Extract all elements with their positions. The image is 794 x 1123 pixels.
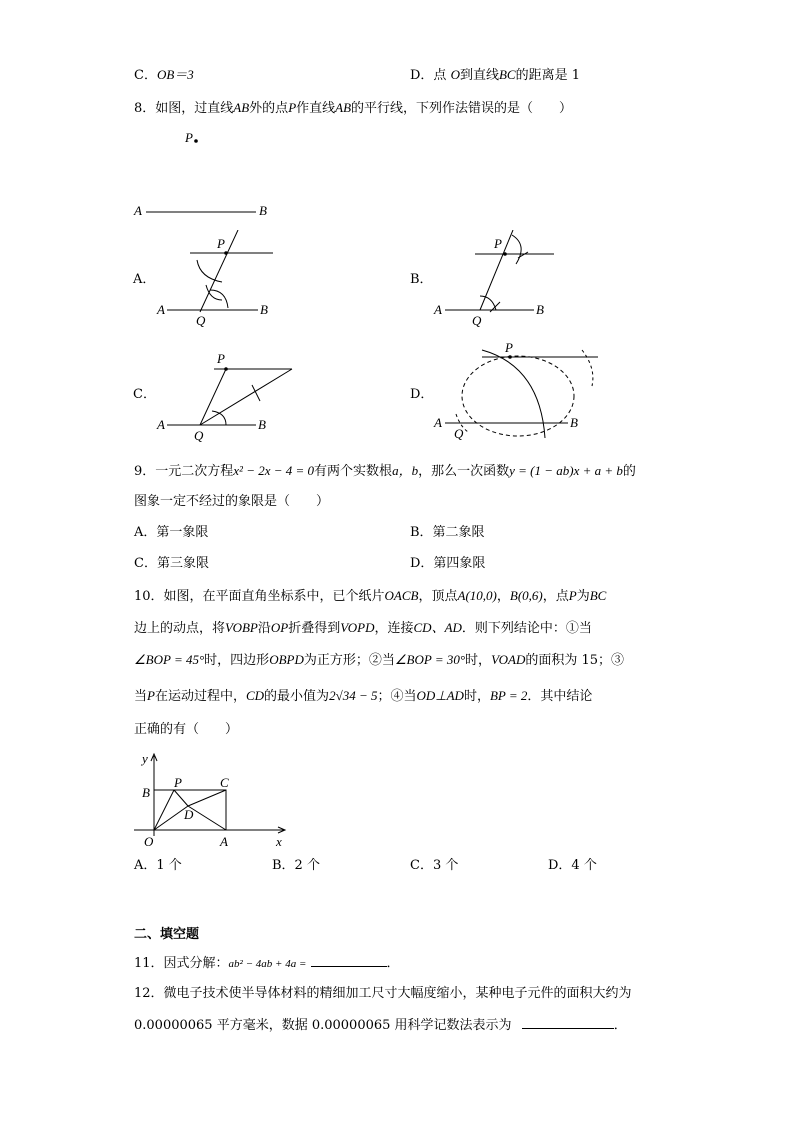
q8-c-q: Q: [194, 428, 204, 443]
q9-stem-line2: 图象一定不经过的象限是（ ）: [134, 494, 330, 509]
q8-b-p: P: [494, 236, 502, 251]
q8-c-a: A: [157, 417, 165, 432]
q10-option-d: D．4 个: [548, 858, 597, 873]
q11-stem: 11．因式分解：ab² − 4ab + 4a = ．: [134, 956, 400, 971]
q8-b-b: B: [536, 302, 544, 317]
q8-option-a-label: A．: [133, 272, 156, 287]
q10-option-b: B．2 个: [272, 858, 320, 873]
q8-a-a: A: [157, 302, 165, 317]
q8-option-d-figure: [430, 338, 610, 448]
q10-figure: [134, 746, 294, 854]
q9-option-d: D．第四象限: [410, 556, 486, 571]
q8-b-q: Q: [472, 313, 482, 328]
q8-stem: 8．如图，过直线AB外的点P作直线AB的平行线，下列作法错误的是（ ）: [134, 100, 573, 116]
q11-answer-blank[interactable]: [311, 954, 387, 967]
q8-fig-point-p: [194, 139, 198, 143]
q8-b-a: A: [434, 302, 442, 317]
q10-fig-o: O: [144, 834, 154, 849]
q12-answer-blank[interactable]: [522, 1016, 614, 1029]
q8-fig-b-label: B: [259, 203, 267, 218]
q9-option-a: A．第一象限: [134, 525, 209, 540]
q8-option-b-figure: [430, 230, 570, 330]
q10-stem-line4: 当P在运动过程中，CD的最小值为2√34 − 5；④当OD⊥AD时，BP = 2．其中结论: [134, 688, 593, 704]
q8-option-a-figure: [150, 230, 290, 330]
q8-option-d-label: D．: [410, 387, 434, 402]
q12-stem-line1: 12．微电子技术使半导体材料的精细加工尺寸大幅度缩小，某种电子元件的面积大约为: [134, 986, 632, 1001]
q9-option-b: B．第二象限: [410, 525, 485, 540]
q8-fig-a-label: A: [134, 203, 142, 218]
q9-stem-line1: 9．一元二次方程x² − 2x − 4 = 0有两个实数根a，b，那么一次函数y = (1 − ab)x + a + b的: [134, 463, 636, 479]
q8-a-q: Q: [196, 313, 206, 328]
q10-fig-d: D: [184, 807, 194, 822]
q8-c-b: B: [258, 417, 266, 432]
q8-d-q: Q: [454, 426, 464, 441]
q8-option-c-figure: [150, 345, 310, 445]
q10-option-c: C．3 个: [410, 858, 459, 873]
q10-fig-y: y: [142, 751, 148, 766]
q8-a-b: B: [260, 302, 268, 317]
q10-stem-line3: ∠BOP = 45°时，四边形OBPD为正方形；②当∠BOP = 30°时，VOAD的面积为 15；③: [134, 652, 625, 668]
q8-a-p: P: [217, 236, 225, 251]
q8-option-c-label: C．: [133, 387, 156, 402]
q10-stem-line2: 边上的动点，将VOBP沿OP折叠得到VOPD，连接CD、AD．则下列结论中：①当: [134, 620, 592, 636]
q10-stem-line5: 正确的有（ ）: [134, 722, 239, 737]
q8-c-p: P: [217, 351, 225, 366]
q7-option-c: C．OB＝3: [134, 67, 194, 83]
section-title-fill-blank: 二、填空题: [134, 927, 200, 942]
q10-fig-c: C: [220, 775, 229, 790]
q10-fig-x: x: [276, 834, 282, 849]
q10-fig-a: A: [220, 834, 228, 849]
q10-stem-line1: 10．如图，在平面直角坐标系中，已个纸片OACB，顶点A(10,0)，B(0,6)，点P为BC: [134, 588, 607, 604]
q9-option-c: C．第三象限: [134, 556, 209, 571]
q8-given-figure: [130, 125, 290, 225]
q12-stem-line2: 0.00000065 平方毫米，数据 0.00000065 用科学记数法表示为 ．: [134, 1018, 627, 1033]
q7-option-d: D．点 O到直线BC的距离是 1: [410, 67, 581, 83]
q10-fig-p: P: [174, 775, 182, 790]
q8-fig-p-label: P: [185, 130, 193, 145]
q8-d-a: A: [434, 415, 442, 430]
q8-d-b: B: [570, 415, 578, 430]
q8-d-p: P: [505, 340, 513, 355]
q10-option-a: A．1 个: [134, 858, 182, 873]
q8-option-b-label: B．: [410, 272, 433, 287]
q10-fig-b: B: [142, 785, 150, 800]
